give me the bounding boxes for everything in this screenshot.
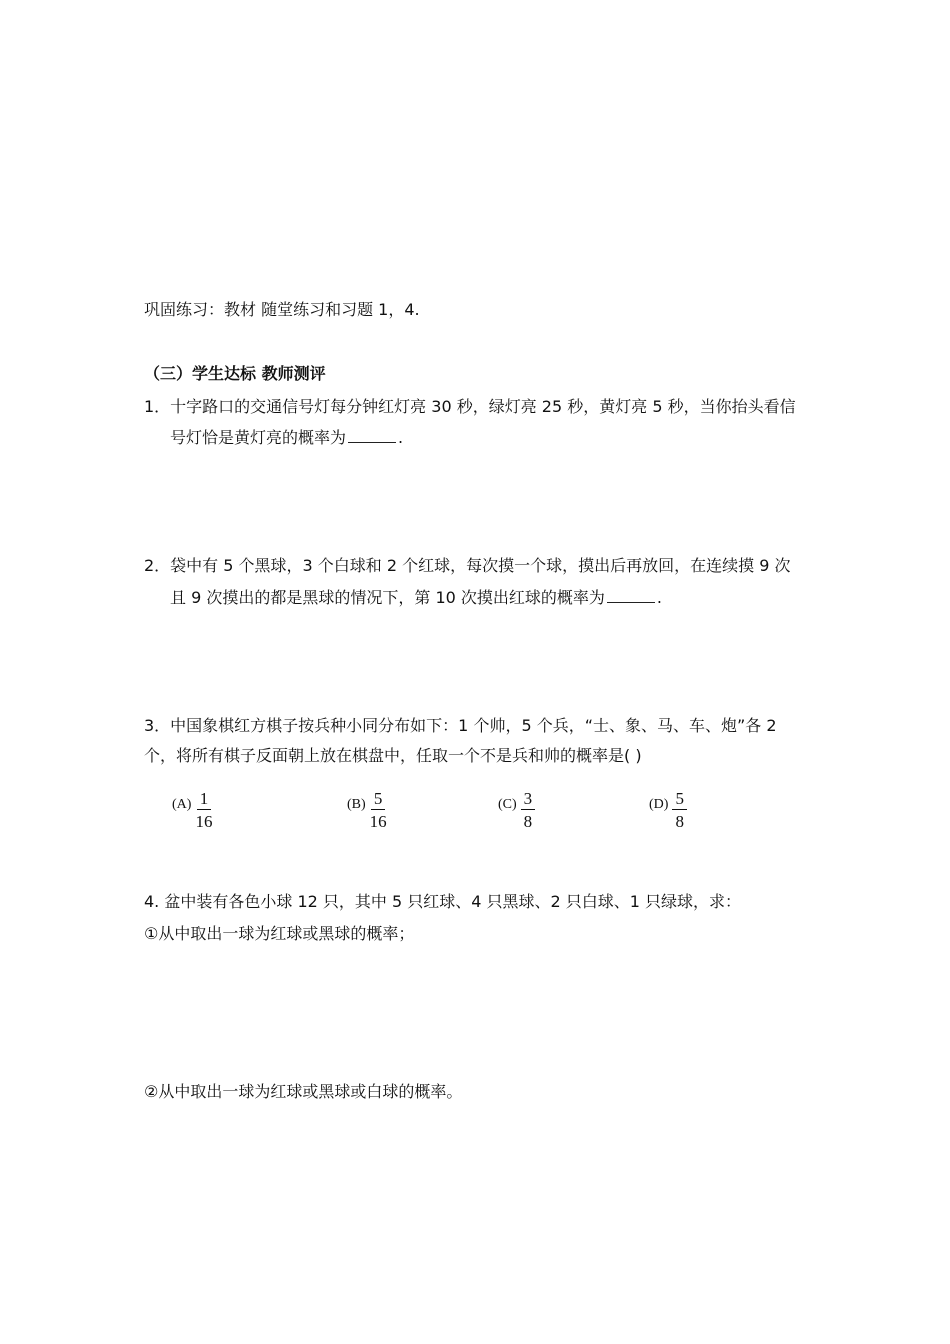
choice-a-label: (A) [172, 797, 192, 812]
choice-b-denominator: 16 [369, 812, 387, 828]
choice-b [347, 790, 387, 830]
choice-a-numerator: 1 [197, 790, 212, 810]
question-2-line-1: 2．袋中有 5 个黑球，3 个白球和 2 个红球，每次摸一个球，摸出后再放回，在连续摸 9 次 [144, 556, 791, 575]
choice-a-fraction [195, 790, 212, 828]
choice-d-label: (D) [649, 797, 669, 812]
question-1-line-2 [170, 428, 403, 448]
choice-c-label: (C) [498, 797, 517, 812]
choice-d [649, 790, 687, 830]
question-3-line-2: 个，将所有棋子反面朝上放在棋盘中，任取一个不是兵和帅的概率是( ) [144, 746, 642, 765]
question-1-end: . [398, 428, 404, 447]
question-4-part-2: ②从中取出一球为红球或黑球或白球的概率。 [144, 1082, 463, 1101]
choice-c-numerator: 3 [521, 790, 536, 810]
question-2-end: . [656, 588, 662, 607]
choice-b-numerator: 5 [371, 790, 386, 810]
question-1-line-1: 1．十字路口的交通信号灯每分钟红灯亮 30 秒，绿灯亮 25 秒，黄灯亮 5 秒，当你抬头看信 [144, 397, 796, 416]
answer-blank-2 [607, 588, 655, 603]
question-4-line-1: 4. 盆中装有各色小球 12 只，其中 5 只红球、4 只黑球、2 只白球、1 只绿球，求： [144, 892, 742, 911]
question-2-text: 且 9 次摸出的都是黑球的情况下，第 10 次摸出红球的概率为 [170, 588, 605, 607]
choice-a [172, 790, 212, 830]
question-4-part-1: ①从中取出一球为红球或黑球的概率； [144, 924, 415, 943]
choice-c-denominator: 8 [523, 812, 533, 828]
choice-d-denominator: 8 [675, 812, 684, 828]
choice-c [498, 790, 535, 830]
choice-a-denominator: 16 [195, 812, 213, 828]
choice-d-numerator: 5 [672, 790, 687, 810]
question-1-text: 号灯恰是黄灯亮的概率为 [170, 428, 347, 447]
question-3-line-1: 3．中国象棋红方棋子按兵种小同分布如下：1 个帅，5 个兵，“士、象、马、车、炮”各 2 [144, 716, 777, 735]
answer-blank-1 [348, 428, 396, 443]
choice-d-fraction [672, 790, 687, 828]
choice-c-fraction [521, 790, 536, 828]
choice-b-fraction [370, 790, 387, 828]
consolidation-exercise: 巩固练习：教材 随堂练习和习题 1，4. [144, 300, 420, 319]
choice-b-label: (B) [347, 797, 366, 812]
section-heading: （三）学生达标 教师测评 [144, 364, 326, 383]
question-2-line-2 [170, 588, 662, 608]
